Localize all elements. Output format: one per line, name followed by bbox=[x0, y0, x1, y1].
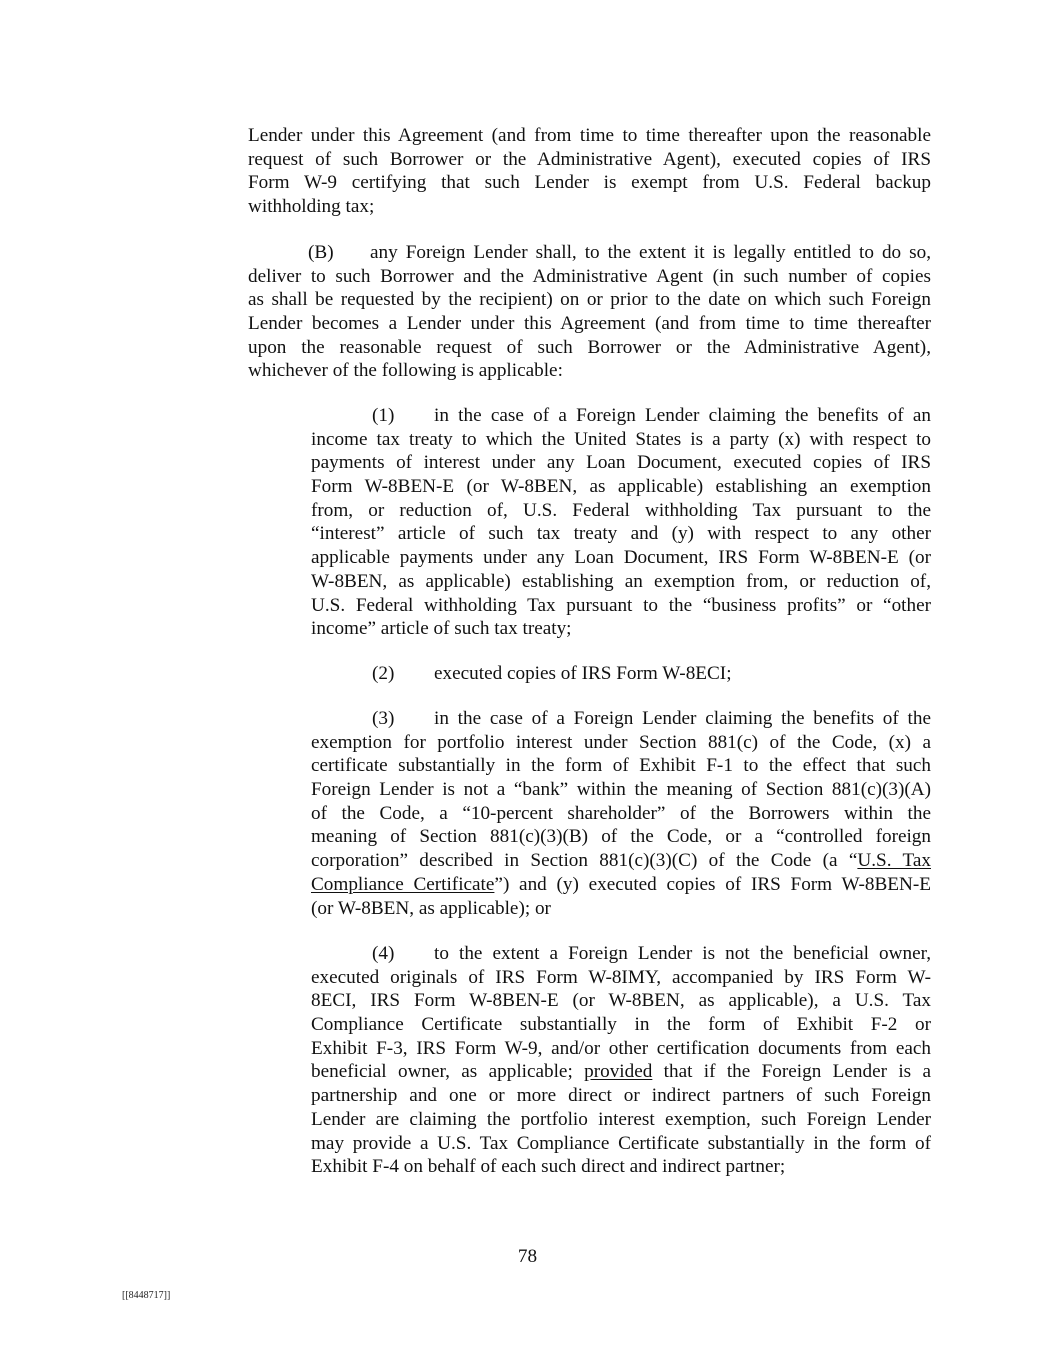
text-line: may provide a U.S. Tax Compliance Certificate substantially in the form of bbox=[311, 1132, 931, 1154]
clause-text: in the case of a Foreign Lender claiming the benefits of the bbox=[434, 708, 931, 729]
clause-text: ”) and (y) executed copies of IRS Form W-8BEN-E bbox=[494, 873, 931, 895]
document-id: [[8448717]] bbox=[122, 1290, 171, 1301]
text-line: “interest” article of such tax treaty and (y) with respect to any other bbox=[311, 523, 931, 545]
text-line: U.S. Federal withholding Tax pursuant to the “business profits” or “other bbox=[311, 594, 931, 616]
text-line: Lender are claiming the portfolio interest exemption, such Foreign Lender bbox=[311, 1108, 931, 1130]
text-line bbox=[311, 404, 931, 428]
clause-label: (3) bbox=[372, 708, 395, 729]
text-line: from, or reduction of, U.S. Federal withholding Tax pursuant to the bbox=[311, 499, 931, 521]
text-line: whichever of the following is applicable: bbox=[248, 360, 563, 382]
text-line bbox=[311, 662, 931, 686]
text-line: executed originals of IRS Form W-8IMY, accompanied by IRS Form W- bbox=[311, 966, 931, 988]
defined-term-us-tax-compliance-certificate: Compliance Certificate bbox=[311, 873, 495, 895]
text-line: partnership and one or more direct or indirect partners of such Foreign bbox=[311, 1085, 931, 1107]
text-line bbox=[311, 873, 931, 897]
page-number: 78 bbox=[517, 1246, 538, 1267]
text-line: Exhibit F-3, IRS Form W-9, and/or other certification documents from each bbox=[311, 1037, 931, 1059]
text-line: 8ECI, IRS Form W-8BEN-E (or W-8BEN, as applicable), a U.S. Tax bbox=[311, 990, 931, 1012]
text-line bbox=[311, 942, 931, 966]
text-line: Form W-8BEN-E (or W-8BEN, as applicable) establishing an exemption bbox=[311, 476, 931, 498]
text-line: certificate substantially in the form of Exhibit F-1 to the effect that such bbox=[311, 755, 931, 777]
text-line: payments of interest under any Loan Document, executed copies of IRS bbox=[311, 452, 931, 474]
text-line: (or W-8BEN, as applicable); or bbox=[311, 897, 551, 919]
clause-4 bbox=[311, 942, 931, 1179]
clause-1 bbox=[311, 404, 931, 641]
clause-b bbox=[248, 241, 931, 383]
clause-text: beneficial owner, as applicable; bbox=[311, 1061, 585, 1083]
text-line: of the Code, a “10-percent shareholder” of the Borrowers within the bbox=[311, 802, 931, 824]
text-line: Lender under this Agreement (and from time to time thereafter upon the reasonable bbox=[248, 125, 931, 146]
text-line: request of such Borrower or the Administrative Agent), executed copies of IRS bbox=[248, 148, 931, 170]
text-line: exemption for portfolio interest under Section 881(c) of the Code, (x) a bbox=[311, 731, 931, 753]
text-line bbox=[311, 707, 931, 731]
clause-label: (4) bbox=[372, 943, 395, 964]
clause-text: corporation” described in Section 881(c)(3)(C) of the Code (a “ bbox=[311, 850, 858, 872]
text-line: Compliance Certificate substantially in the form of Exhibit F-2 or bbox=[311, 1014, 931, 1036]
clause-text: in the case of a Foreign Lender claiming the benefits of an bbox=[434, 405, 931, 426]
text-line: withholding tax; bbox=[248, 196, 375, 218]
defined-term-us-tax-compliance-certificate: U.S. Tax bbox=[857, 850, 931, 872]
text-line: Exhibit F-4 on behalf of each such direct and indirect partner; bbox=[311, 1156, 786, 1178]
text-line: upon the reasonable request of such Borrower or the Administrative Agent), bbox=[248, 336, 931, 358]
intro-paragraph bbox=[248, 124, 931, 219]
clause-label: (B) bbox=[308, 242, 334, 263]
clause-text: that if the Foreign Lender is a bbox=[652, 1061, 931, 1083]
text-line bbox=[311, 1060, 931, 1084]
clause-text: to the extent a Foreign Lender is not the beneficial owner, bbox=[434, 943, 931, 964]
clause-text: executed copies of IRS Form W-8ECI; bbox=[434, 663, 732, 684]
text-line: meaning of Section 881(c)(3)(B) of the Code, or a “controlled foreign bbox=[311, 826, 931, 848]
text-line bbox=[311, 849, 931, 873]
text-line: deliver to such Borrower and the Administrative Agent (in such number of copies bbox=[248, 265, 931, 287]
text-line bbox=[248, 241, 931, 265]
text-line: Lender becomes a Lender under this Agreement (and from time to time thereafter bbox=[248, 313, 931, 335]
text-line: income tax treaty to which the United States is a party (x) with respect to bbox=[311, 428, 931, 450]
defined-term-provided: provided bbox=[584, 1061, 653, 1083]
clause-2 bbox=[311, 662, 931, 686]
clause-label: (1) bbox=[372, 405, 395, 426]
text-line: as shall be requested by the recipient) on or prior to the date on which such Foreign bbox=[248, 289, 931, 311]
text-line: income” article of such tax treaty; bbox=[311, 618, 572, 640]
text-line: W-8BEN, as applicable) establishing an exemption from, or reduction of, bbox=[311, 570, 931, 592]
text-line: applicable payments under any Loan Document, IRS Form W-8BEN-E (or bbox=[311, 547, 931, 569]
clause-label: (2) bbox=[372, 663, 395, 684]
clause-3 bbox=[311, 707, 931, 920]
clause-text: any Foreign Lender shall, to the extent it is legally entitled to do so, bbox=[370, 242, 931, 263]
text-line: Form W-9 certifying that such Lender is exempt from U.S. Federal backup bbox=[248, 172, 931, 194]
text-line: Foreign Lender is not a “bank” within the meaning of Section 881(c)(3)(A) bbox=[311, 779, 931, 801]
